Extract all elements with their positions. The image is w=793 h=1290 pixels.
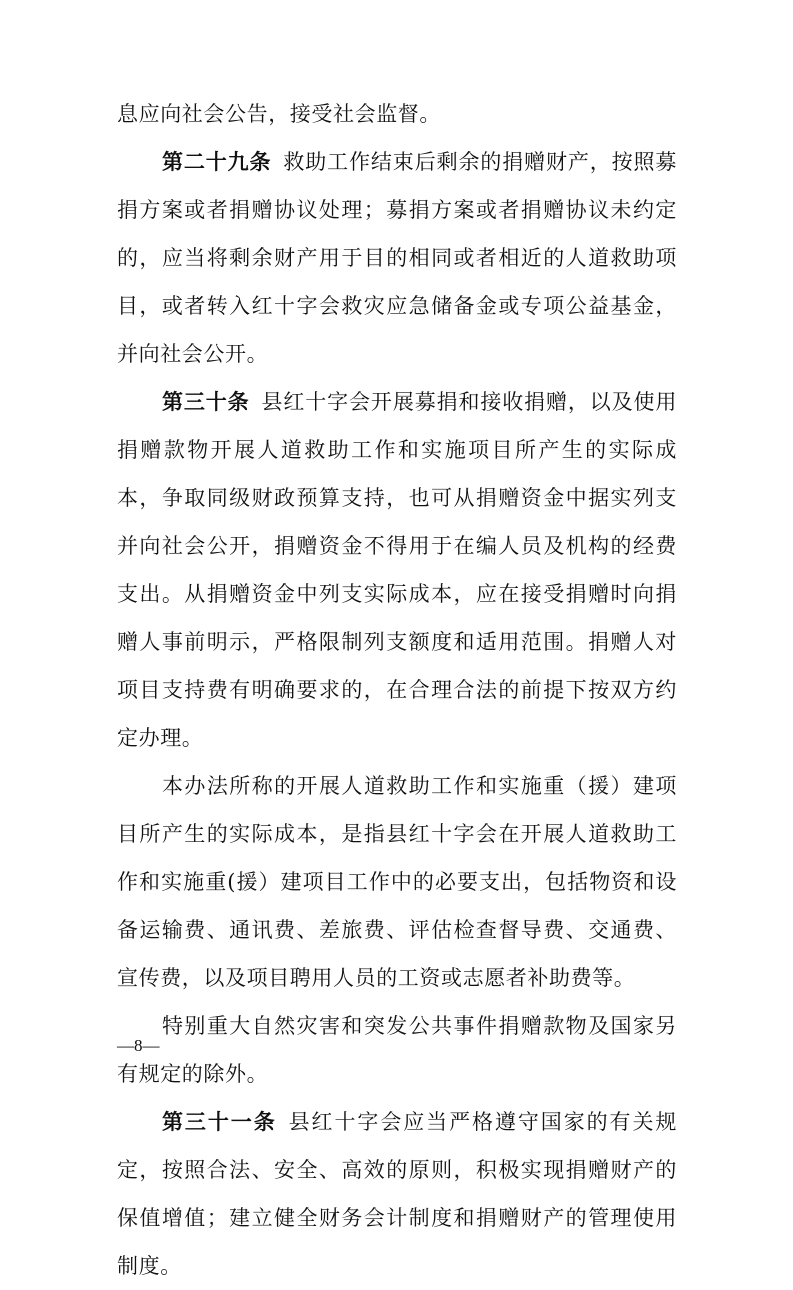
paragraph-text: 特别重大自然灾害和突发公共事件捐赠款物及国家另有规定的除外。: [117, 1014, 677, 1086]
paragraph-1: [117, 90, 677, 138]
cost-definition-paragraph: [117, 762, 677, 1002]
body-text: [117, 90, 677, 1290]
page-number: —8—: [117, 1036, 160, 1055]
article-31-paragraph: [117, 1098, 677, 1290]
paragraph-text: 息应向社会公告，接受社会监督。: [117, 102, 441, 126]
exception-paragraph: [117, 1002, 677, 1098]
article-number: 第二十九条: [162, 150, 272, 174]
article-30-paragraph: [117, 378, 677, 762]
paragraph-text: 救助工作结束后剩余的捐赠财产，按照募捐方案或者捐赠协议处理；募捐方案或者捐赠协议未约定的，应当将剩余财产用于目的相同或者相近的人道救助项目，或者转入红十字会救灾应急储备金或专项公益基金，并向社会公开。: [117, 150, 677, 366]
article-number: 第三十一条: [162, 1110, 277, 1134]
article-29-paragraph: [117, 138, 677, 378]
article-number: 第三十条: [162, 390, 250, 414]
paragraph-text: 本办法所称的开展人道救助工作和实施重（援）建项目所产生的实际成本，是指县红十字会在开展人道救助工作和实施重(援）建项目工作中的必要支出，包括物资和设备运输费、通讯费、差旅费、评估检查督导费、交通费、宣传费，以及项目聘用人员的工资或志愿者补助费等。: [117, 774, 677, 990]
paragraph-text: 县红十字会开展募捐和接收捐赠，以及使用捐赠款物开展人道救助工作和实施项目所产生的实际成本，争取同级财政预算支持，也可从捐赠资金中据实列支并向社会公开，捐赠资金不得用于在编人员及机构的经费支出。从捐赠资金中列支实际成本，应在接受捐赠时向捐赠人事前明示，严格限制列支额度和适用范围。捐赠人对项目支持费有明确要求的，在合理合法的前提下按双方约定办理。: [117, 390, 677, 750]
paragraph-text: 县红十字会应当严格遵守国家的有关规定，按照合法、安全、高效的原则，积极实现捐赠财产的保值增值；建立健全财务会计制度和捐赠财产的管理使用制度。: [117, 1110, 678, 1278]
